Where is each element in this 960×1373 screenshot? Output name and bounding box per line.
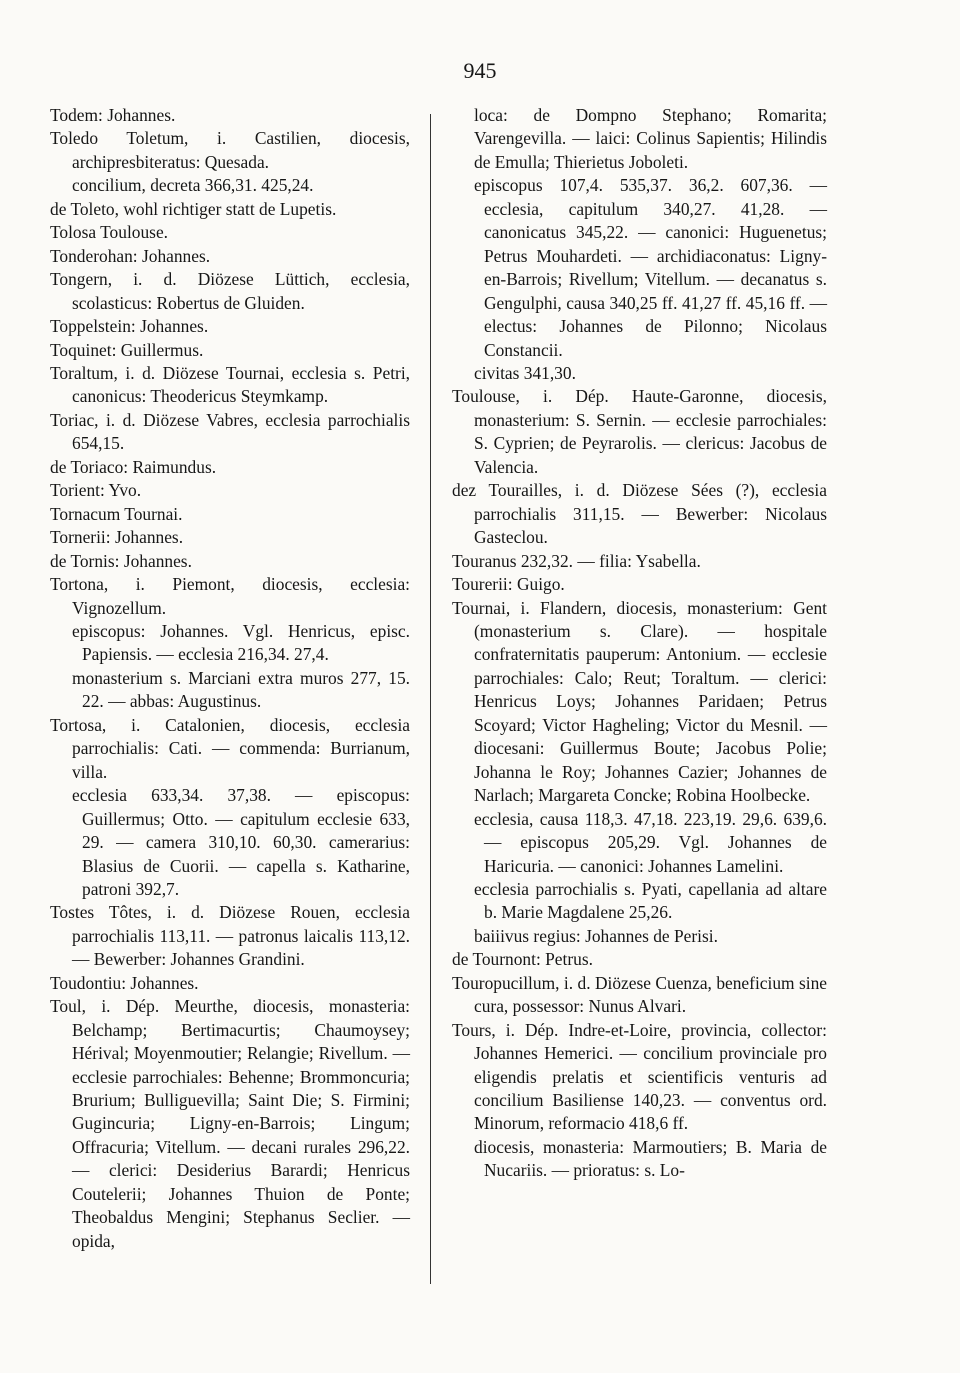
index-entry: baiiivus regius: Johannes de Perisi. — [474, 925, 718, 946]
index-entry: Toudontiu: Johannes. — [50, 972, 199, 993]
index-entry: de Toriaco: Raimundus. — [50, 456, 217, 477]
index-entry: monasterium s. Marciani extra muros 277, 15. 22. — abbas: Augustinus. — [72, 667, 410, 712]
index-entry: ecclesia, causa 118,3. 47,18. 223,19. 29,6. 639,6. — episcopus 205,29. Vgl. Johannes de Haricuria. — canonici: Johannes Lamelini. — [474, 808, 827, 876]
index-entry: Tornerii: Johannes. — [50, 527, 184, 548]
right-column — [452, 104, 827, 1183]
index-entry: Tourerii: Guigo. — [452, 574, 565, 595]
index-entry: episcopus: Johannes. Vgl. Henricus, episc. Papiensis. — ecclesia 216,34. 27,4. — [72, 620, 410, 665]
index-entry: Touropucillum, i. d. Diözese Cuenza, beneficium sine cura, possessor: Nunus Alvari. — [452, 972, 827, 1017]
index-entry: Tongern, i. d. Diözese Lüttich, ecclesia, scolasticus: Robertus de Gluiden. — [50, 269, 410, 313]
index-entry: concilium, decreta 366,31. 425,24. — [72, 175, 314, 196]
index-entry: Tortosa, i. Catalonien, diocesis, ecclesia parrochialis: Cati. — commenda: Burrianum, villa. — [50, 714, 410, 782]
index-entry: Toul, i. Dép. Meurthe, diocesis, monasteria: Belchamp; Bertimacurtis; Chaumoysey; Hérival; Moyenmoutier; Relangie; Rivellum. — ecclesie parrochiales: Behenne; Brommoncuria; Brurium; Bulliguevilla; Saint Die; S. Firmini; Gugincuria; Ligny-en-Barrois; Lingum; Offracuria; Vitellum. — decani rurales 296,22. — clerici: Desiderius Barardi; Henricus Coutelerii; Johannes Thuion de Ponte; Theobaldus Mengini; Stephanus Seclier. — opida, — [50, 996, 410, 1251]
index-entry: de Tournont: Petrus. — [452, 949, 593, 970]
index-entry: Toriac, i. d. Diözese Vabres, ecclesia parrochialis 654,15. — [50, 409, 410, 454]
index-entry: episcopus 107,4. 535,37. 36,2. 607,36. — ecclesia, capitulum 340,27. 41,28. — canonicatus 345,22. — canonici: Huguenetus; Petrus Mouhardeti. — archidiaconatus: Ligny-en-Barrois; Rivellum; Vitellum. — decanatus s. Gengulphi, causa 340,25 ff. 41,27 ff. 45,16 ff. — electus: Johannes de Pilonno; Nicolaus Constancii. — [474, 175, 827, 360]
index-entry: Tostes Tôtes, i. d. Diözese Rouen, ecclesia parrochialis 113,11. — patronus laicalis 113,12. — Bewerber: Johannes Grandini. — [50, 902, 410, 970]
index-entry: Tolosa Toulouse. — [50, 222, 169, 243]
index-entry: Tortona, i. Piemont, diocesis, ecclesia: Vignozellum. — [50, 574, 410, 618]
index-entry: Todem: Johannes. — [50, 105, 176, 125]
index-entry: Torient: Yvo. — [50, 480, 142, 501]
index-entry: ecclesia 633,34. 37,38. — episcopus: Guillermus; Otto. — capitulum ecclesie 633, 29. — camera 310,10. 60,30. camerarius: Blasius de Cuorii. — capella s. Katharine, patroni 392,7. — [72, 785, 410, 899]
left-column — [50, 104, 410, 1253]
index-entry: Toulouse, i. Dép. Haute-Garonne, diocesis, monasterium: S. Sernin. — ecclesie parrochiales: S. Cyprien; de Peyrarolis. — clericus: Jacobus de Valencia. — [452, 386, 827, 477]
index-entry: Tournai, i. Flandern, diocesis, monasterium: Gent (monasterium s. Clare). — hospitale confraternitatis pauperum: Antonium. — ecclesie parrochiales: Calo; Reut; Toraltum. — clerici: Henricus Loys; Johannes Paridaen; Petrus Scoyard; Victor Hagheling; Victor du Mesnil. — diocesani: Guillermus Boute; Jacobus Polie; Johanna le Roy; Johannes Cazier; Johannes de Narlach; Margareta Concke; Robina Hoolbecke. — [452, 597, 827, 806]
index-entry: loca: de Dompno Stephano; Romarita; Varengevilla. — laici: Colinus Sapientis; Hilindis de Emulla; Thierietus Joboleti. — [474, 105, 827, 172]
index-entry: Toquinet: Guillermus. — [50, 339, 204, 360]
index-entry: ecclesia parrochialis s. Pyati, capellania ad altare b. Marie Magdalene 25,26. — [474, 878, 827, 923]
index-entry: Touranus 232,32. — filia: Ysabella. — [452, 550, 701, 571]
index-entry: Tours, i. Dép. Indre-et-Loire, provincia, collector: Johannes Hemerici. — concilium provinciale pro eligendis prelatis et scientificis venturis ad concilium Basiliense 140,23. — conventus ord. Minorum, reformacio 418,6 ff. — [452, 1019, 827, 1134]
index-entry: Toledo Toletum, i. Castilien, diocesis, archipresbiteratus: Quesada. — [50, 128, 410, 172]
index-entry: de Toleto, wohl richtiger statt de Lupetis. — [50, 198, 337, 219]
index-entry: dez Tourailles, i. d. Diözese Sées (?), ecclesia parrochialis 311,15. — Bewerber: Nicolaus Gasteclou. — [452, 480, 827, 548]
index-entry: de Tornis: Johannes. — [50, 550, 192, 571]
index-entry: diocesis, monasteria: Marmoutiers; B. Maria de Nucariis. — prioratus: s. Lo- — [474, 1136, 827, 1181]
index-entry: civitas 341,30. — [474, 362, 576, 383]
page-number: 945 — [463, 58, 497, 83]
index-entry: Tonderohan: Johannes. — [50, 245, 211, 266]
index-entry: Toppelstein: Johannes. — [50, 316, 209, 337]
column-divider — [430, 114, 431, 1284]
index-entry: Toraltum, i. d. Diözese Tournai, ecclesia s. Petri, canonicus: Theodericus Steymkamp. — [50, 362, 410, 407]
index-entry: Tornacum Tournai. — [50, 503, 183, 524]
